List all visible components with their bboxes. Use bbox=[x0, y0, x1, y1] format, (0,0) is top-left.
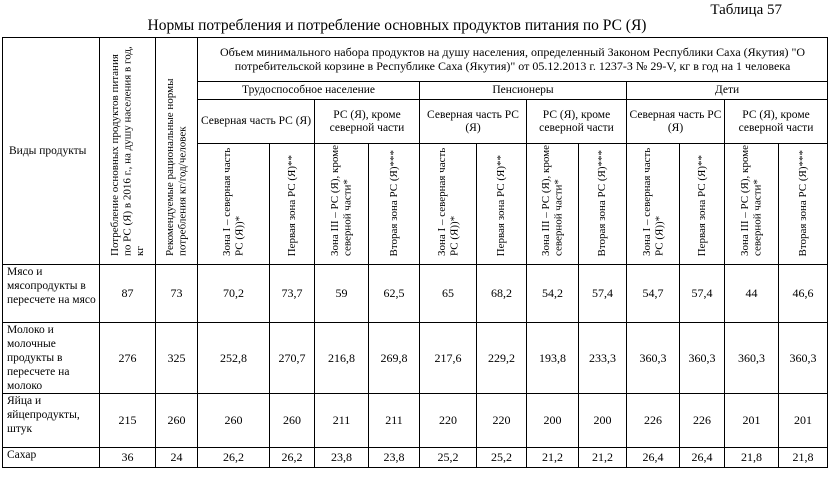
value-cell: 215 bbox=[100, 394, 156, 448]
value-cell: 21,8 bbox=[725, 448, 779, 468]
zone-header: Вторая зона РС (Я)*** bbox=[369, 144, 420, 265]
table-number: Таблица 57 bbox=[710, 2, 782, 18]
consumption-header: Потребление основных продуктов питания по РС (Я) в 2016 г., на душу населения в год, кг bbox=[100, 38, 156, 265]
zone-header: Первая зона РС (Я)** bbox=[477, 144, 527, 265]
value-cell: 193,8 bbox=[527, 323, 579, 394]
value-cell: 70,2 bbox=[198, 265, 270, 323]
region-header: Северная часть РС (Я) bbox=[198, 100, 315, 144]
value-cell: 59 bbox=[315, 265, 369, 323]
value-cell: 211 bbox=[315, 394, 369, 448]
value-cell: 25,2 bbox=[477, 448, 527, 468]
category-header: Пенсионеры bbox=[420, 82, 627, 100]
value-cell: 216,8 bbox=[315, 323, 369, 394]
region-header: РС (Я), кроме северной части bbox=[527, 100, 627, 144]
zone-header: Вторая зона РС (Я)*** bbox=[579, 144, 627, 265]
product-name: Яйца и яйцепродукты, штук bbox=[3, 394, 100, 448]
value-cell: 36 bbox=[100, 448, 156, 468]
group-header: Объем минимального набора продуктов на душу населения, определенный Законом Республики Саха (Якутия) "О потребительской корзине в Республике Саха (Якутия)" от 05.12.2013 г. 1237-З № 29-V, кг в год на 1 человека bbox=[198, 38, 828, 82]
value-cell: 270,7 bbox=[270, 323, 315, 394]
zone-header: Зона III – РС (Я), кроме северной части* bbox=[315, 144, 369, 265]
value-cell: 54,2 bbox=[527, 265, 579, 323]
zone-header: Зона I – северная часть РС (Я))* bbox=[420, 144, 477, 265]
value-cell: 26,4 bbox=[627, 448, 680, 468]
value-cell: 260 bbox=[198, 394, 270, 448]
consumption-table bbox=[2, 37, 828, 468]
table-row bbox=[3, 394, 828, 448]
value-cell: 73,7 bbox=[270, 265, 315, 323]
value-cell: 24 bbox=[156, 448, 198, 468]
value-cell: 217,6 bbox=[420, 323, 477, 394]
norm-header: Рекомендуемые рациональные нормы потребления кг/год/человек bbox=[156, 38, 198, 265]
zone-header: Зона I – северная часть РС (Я))* bbox=[627, 144, 680, 265]
value-cell: 54,7 bbox=[627, 265, 680, 323]
region-header: Северная часть РС (Я) bbox=[627, 100, 725, 144]
value-cell: 87 bbox=[100, 265, 156, 323]
zone-header: Зона III – РС (Я), кроме северной части* bbox=[725, 144, 779, 265]
value-cell: 269,8 bbox=[369, 323, 420, 394]
product-name: Мясо и мясопродукты в пересчете на мясо bbox=[3, 265, 100, 323]
value-cell: 57,4 bbox=[680, 265, 725, 323]
table-row bbox=[3, 265, 828, 323]
value-cell: 360,3 bbox=[779, 323, 828, 394]
value-cell: 220 bbox=[420, 394, 477, 448]
value-cell: 325 bbox=[156, 323, 198, 394]
value-cell: 25,2 bbox=[420, 448, 477, 468]
value-cell: 62,5 bbox=[369, 265, 420, 323]
category-header: Дети bbox=[627, 82, 828, 100]
value-cell: 226 bbox=[680, 394, 725, 448]
value-cell: 23,8 bbox=[315, 448, 369, 468]
value-cell: 26,4 bbox=[680, 448, 725, 468]
value-cell: 26,2 bbox=[270, 448, 315, 468]
zone-header: Зона I – северная часть РС (Я))* bbox=[198, 144, 270, 265]
value-cell: 73 bbox=[156, 265, 198, 323]
value-cell: 260 bbox=[270, 394, 315, 448]
value-cell: 201 bbox=[725, 394, 779, 448]
region-header: Северная часть РС (Я) bbox=[420, 100, 527, 144]
value-cell: 26,2 bbox=[198, 448, 270, 468]
value-cell: 21,2 bbox=[579, 448, 627, 468]
value-cell: 21,2 bbox=[527, 448, 579, 468]
value-cell: 226 bbox=[627, 394, 680, 448]
row-label-header: Виды продукты bbox=[3, 38, 100, 265]
value-cell: 44 bbox=[725, 265, 779, 323]
product-name: Молоко и молочные продукты в пересчете на молоко bbox=[3, 323, 100, 394]
table-row bbox=[3, 323, 828, 394]
value-cell: 260 bbox=[156, 394, 198, 448]
value-cell: 360,3 bbox=[725, 323, 779, 394]
zone-header: Вторая зона РС (Я)*** bbox=[779, 144, 828, 265]
zone-header: Первая зона РС (Я)** bbox=[680, 144, 725, 265]
value-cell: 57,4 bbox=[579, 265, 627, 323]
value-cell: 46,6 bbox=[779, 265, 828, 323]
value-cell: 201 bbox=[779, 394, 828, 448]
value-cell: 65 bbox=[420, 265, 477, 323]
value-cell: 229,2 bbox=[477, 323, 527, 394]
value-cell: 68,2 bbox=[477, 265, 527, 323]
table-title: Нормы потребления и потребление основных продуктов питания по РС (Я) bbox=[147, 17, 647, 34]
category-header: Трудоспособное население bbox=[198, 82, 420, 100]
value-cell: 360,3 bbox=[680, 323, 725, 394]
zone-header: Зона III – РС (Я), кроме северной части* bbox=[527, 144, 579, 265]
region-header: РС (Я), кроме северной части bbox=[315, 100, 420, 144]
value-cell: 200 bbox=[527, 394, 579, 448]
value-cell: 252,8 bbox=[198, 323, 270, 394]
value-cell: 200 bbox=[579, 394, 627, 448]
table-row bbox=[3, 448, 828, 468]
value-cell: 233,3 bbox=[579, 323, 627, 394]
product-name: Сахар bbox=[3, 448, 100, 468]
value-cell: 21,8 bbox=[779, 448, 828, 468]
value-cell: 276 bbox=[100, 323, 156, 394]
value-cell: 360,3 bbox=[627, 323, 680, 394]
value-cell: 220 bbox=[477, 394, 527, 448]
value-cell: 211 bbox=[369, 394, 420, 448]
region-header: РС (Я), кроме северной части bbox=[725, 100, 828, 144]
zone-header: Первая зона РС (Я)** bbox=[270, 144, 315, 265]
value-cell: 23,8 bbox=[369, 448, 420, 468]
